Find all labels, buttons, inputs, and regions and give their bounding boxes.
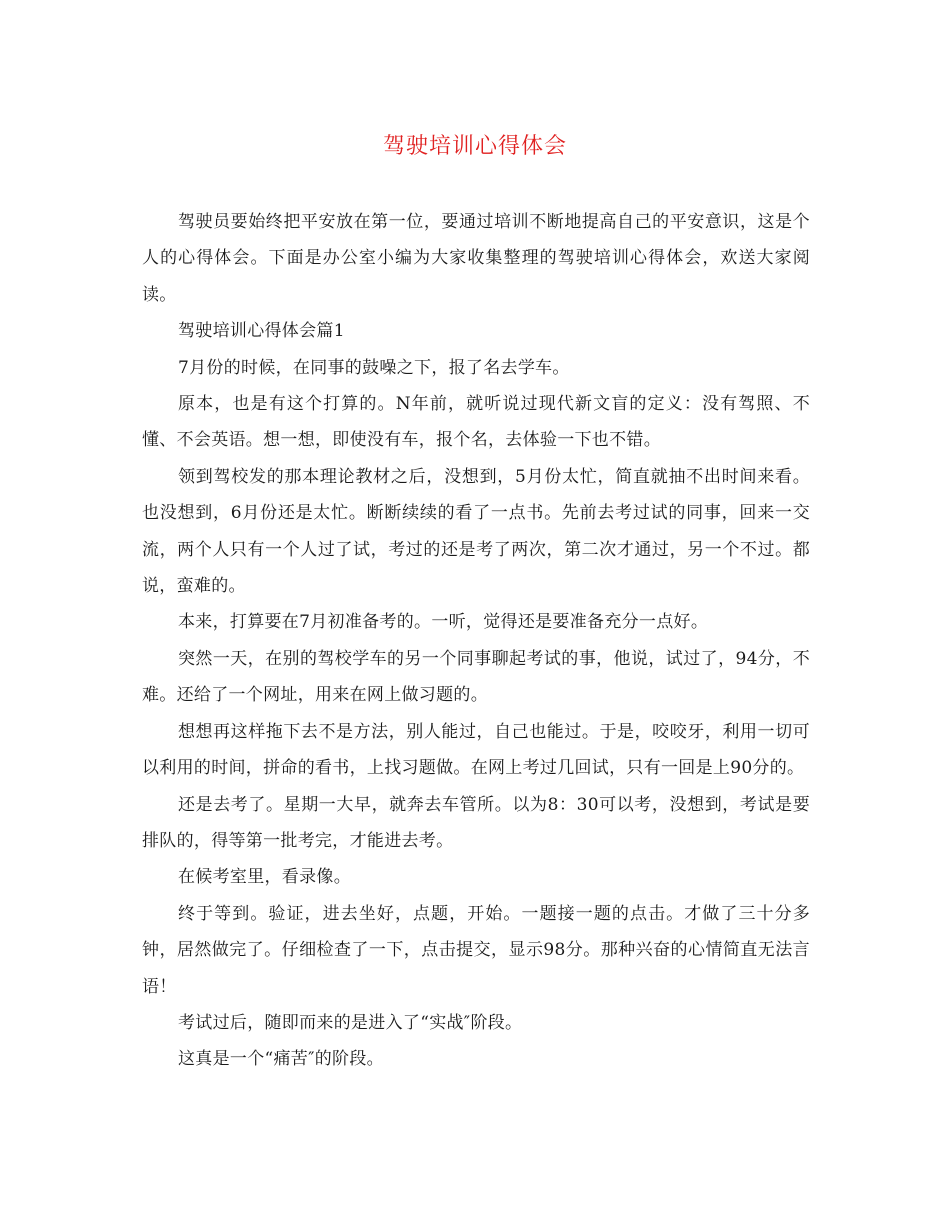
paragraph: 还是去考了。星期一大早，就奔去车管所。以为8：30可以考，没想到，考试是要排队的，得等第一批考完，才能进去考。 <box>142 794 810 851</box>
paragraph: 在候考室里，看录像。 <box>178 867 351 888</box>
section-heading: 驾驶培训心得体会篇1 <box>178 321 345 342</box>
paragraph: 突然一天，在别的驾校学车的另一个同事聊起考试的事，他说，试过了，94分，不难。还给了一个网址，用来在网上做习题的。 <box>142 648 810 706</box>
paragraph: 想想再这样拖下去不是方法，别人能过，自己也能过。于是，咬咬牙，利用一切可以利用的时间，拼命的看书，上找习题做。在网上考过几回试，只有一回是上90分的。 <box>142 721 810 779</box>
document-body <box>142 204 810 1078</box>
paragraph: 本来，打算要在7月初准备考的。一听，觉得还是要准备充分一点好。 <box>178 612 709 633</box>
paragraph: 终于等到。验证，进去坐好，点题，开始。一题接一题的点击。才做了三十分多钟，居然做完了。仔细检查了一下，点击提交，显示98分。那种兴奋的心情简直无法言语！ <box>142 903 810 997</box>
paragraph: 7月份的时候，在同事的鼓噪之下，报了名去学车。 <box>178 357 570 378</box>
document-title: 驾驶培训心得体会 <box>382 134 567 159</box>
paragraph: 原本，也是有这个打算的。N年前，就听说过现代新文盲的定义：没有驾照、不懂、不会英语。想一想，即使没有车，报个名，去体验一下也不错。 <box>142 394 810 451</box>
paragraph-intro: 驾驶员要始终把平安放在第一位，要通过培训不断地提高自己的平安意识，这是个人的心得体会。下面是办公室小编为大家收集整理的驾驶培训心得体会，欢送大家阅读。 <box>142 212 810 305</box>
paragraph: 这真是一个“痛苦″的阶段。 <box>178 1049 384 1070</box>
paragraph: 领到驾校发的那本理论教材之后，没想到，5月份太忙，简直就抽不出时间来看。也没想到，6月份还是太忙。断断续续的看了一点书。先前去考过试的同事，回来一交流，两个人只有一个人过了试，考过的还是考了两次，第二次才通过，另一个不过。都说，蛮难的。 <box>142 466 810 597</box>
paragraph: 考试过后，随即而来的是进入了“实战″阶段。 <box>178 1012 523 1033</box>
